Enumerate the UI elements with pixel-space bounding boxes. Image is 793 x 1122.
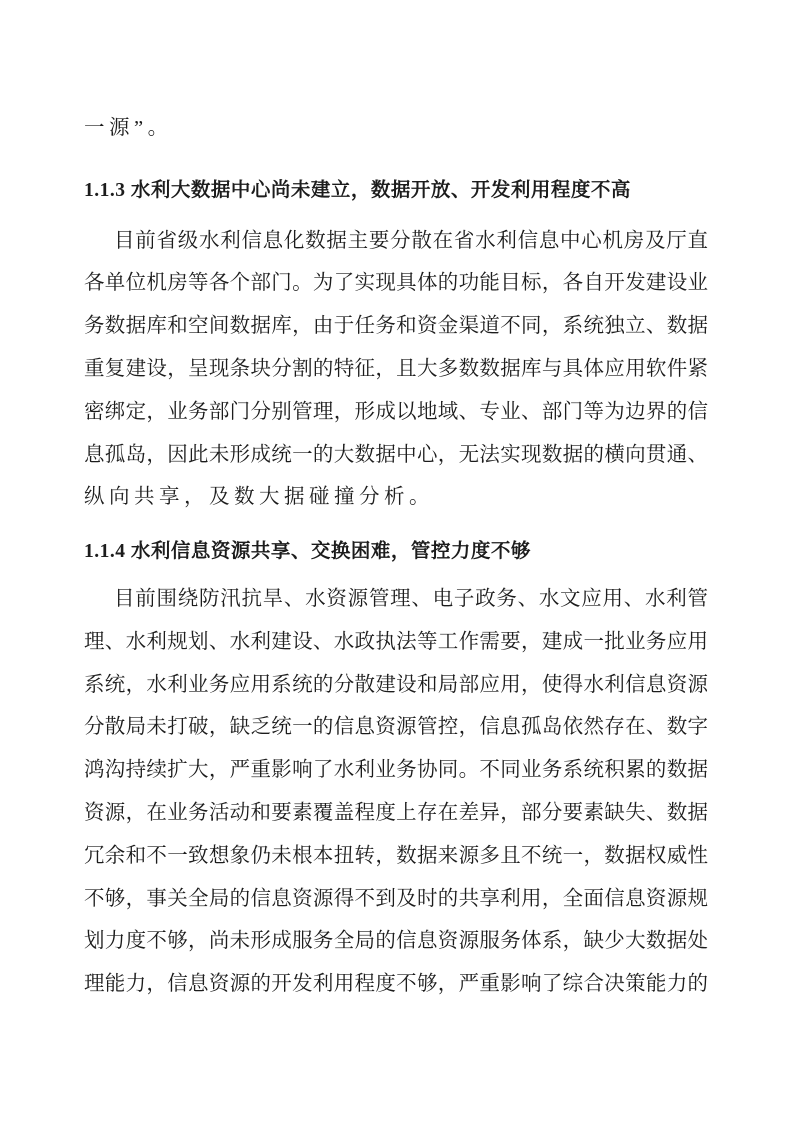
text-line: 鸿沟持续扩大，严重影响了水利业务协同。不同业务系统积累的数据	[84, 759, 708, 782]
paragraph-1-1-4-body	[84, 578, 708, 1006]
text-line: 不够，事关全局的信息资源得不到及时的共享利用，全面信息资源规	[84, 887, 708, 910]
text-line: 纵向共享，及数大据碰撞分析。	[84, 486, 434, 509]
text-line: 系统，水利业务应用系统的分散建设和局部应用，使得水利信息资源	[84, 673, 708, 696]
text-line: 息孤岛，因此未形成统一的大数据中心，无法实现数据的横向贯通、	[84, 443, 708, 466]
text-line: 务数据库和空间数据库，由于任务和资金渠道不同，系统独立、数据	[84, 315, 708, 338]
text-line: 冗余和不一致想象仍未根本扭转，数据来源多且不统一，数据权威性	[84, 844, 708, 867]
text-line: 资源，在业务活动和要素覆盖程度上存在差异，部分要素缺失、数据	[84, 801, 708, 824]
text-line: 划力度不够，尚未形成服务全局的信息资源服务体系，缺少大数据处	[84, 930, 708, 953]
paragraph-1-1-3-body	[84, 220, 708, 520]
text-line: 密绑定，业务部门分别管理，形成以地域、专业、部门等为边界的信	[84, 400, 708, 423]
text-line: 分散局未打破，缺乏统一的信息资源管控，信息孤岛依然存在、数字	[84, 716, 708, 739]
text-line: 各单位机房等各个部门。为了实现具体的功能目标，各自开发建设业	[84, 272, 708, 295]
text-line: 重复建设，呈现条块分割的特征，且大多数数据库与具体应用软件紧	[84, 357, 708, 380]
text-line: 理能力，信息资源的开发利用程度不够，严重影响了综合决策能力的	[84, 973, 708, 996]
text-line: 理、水利规划、水利建设、水政执法等工作需要，建成一批业务应用	[84, 630, 708, 653]
paragraph-continuation-line: 一源”。	[84, 117, 173, 139]
text-line: 目前围绕防汛抗旱、水资源管理、电子政务、水文应用、水利管	[114, 587, 708, 610]
section-heading-1-1-4: 1.1.4 水利信息资源共享、交换困难，管控力度不够	[84, 541, 531, 563]
section-heading-1-1-3: 1.1.3 水利大数据中心尚未建立，数据开放、开发利用程度不高	[84, 179, 631, 201]
text-line: 目前省级水利信息化数据主要分散在省水利信息中心机房及厅直	[114, 229, 708, 252]
